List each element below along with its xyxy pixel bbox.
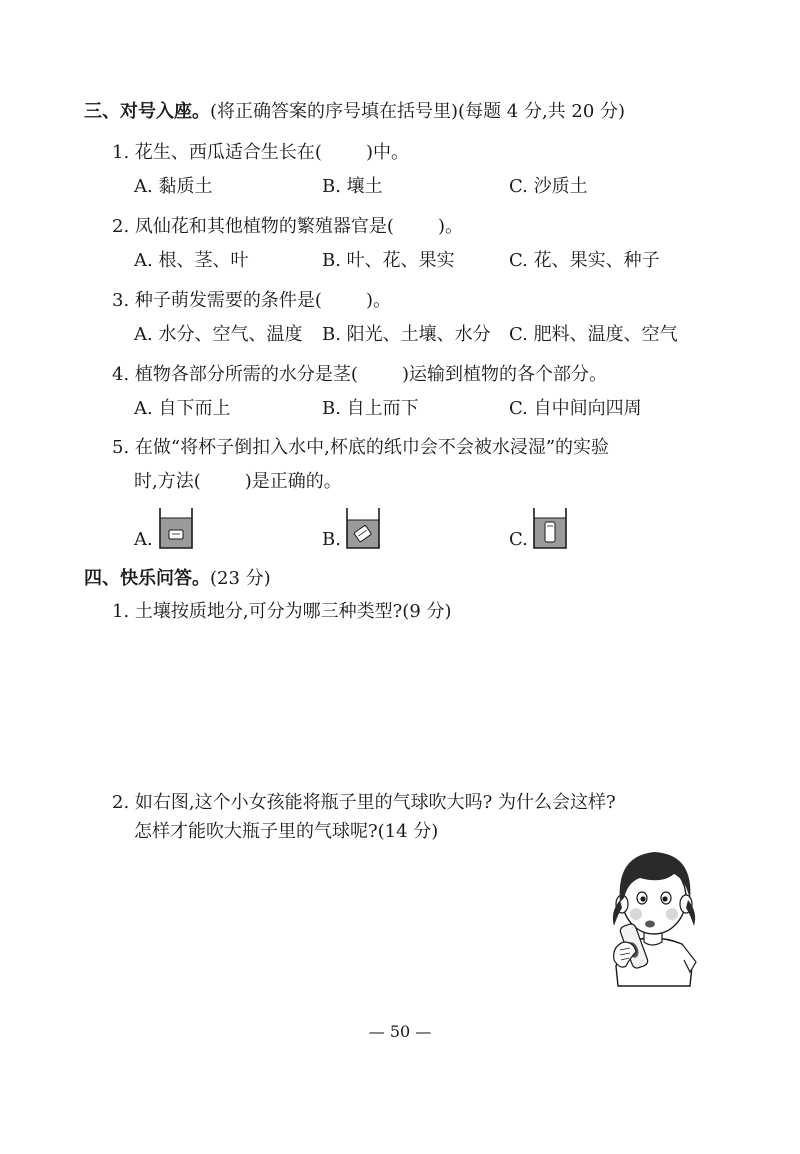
- question-4-stem-end: )运输到植物的各个部分。: [401, 364, 607, 385]
- section-3-note: (将正确答案的序号填在括号里)(每题 4 分,共 20 分): [210, 101, 626, 122]
- q4-option-a: A. 自下而上: [134, 398, 231, 419]
- question-4: [112, 363, 607, 387]
- section-4-title: [84, 567, 271, 591]
- question-3: [112, 289, 391, 313]
- question-3-stem-end: )。: [365, 290, 391, 311]
- question-5-line2: [134, 470, 342, 494]
- essay-question-2-line2: 怎样才能吹大瓶子里的气球呢?(14 分): [134, 821, 439, 842]
- question-1-number: 1.: [112, 142, 130, 163]
- q4-option-c: C. 自中间向四周: [509, 398, 642, 419]
- question-5-stem-line2: 时,方法(: [134, 471, 201, 492]
- essay-question-1: [112, 600, 452, 624]
- question-5-stem-end: )是正确的。: [244, 471, 342, 492]
- question-2: [112, 215, 463, 239]
- q1-option-c: C. 沙质土: [509, 176, 588, 197]
- q3-option-a: A. 水分、空气、温度: [134, 324, 303, 345]
- beaker-c-image: [532, 506, 568, 550]
- q3-option-c: C. 肥料、温度、空气: [509, 324, 678, 345]
- essay-question-2-line1: 如右图,这个小女孩能将瓶子里的气球吹大吗? 为什么会这样?: [134, 792, 616, 813]
- essay-question-2-number: 2.: [112, 792, 130, 813]
- q5-option-a: A.: [134, 529, 153, 550]
- q1-option-a: A. 黏质土: [134, 176, 213, 197]
- question-2-stem: 凤仙花和其他植物的繁殖器官是(: [134, 216, 394, 237]
- essay-question-2: [112, 791, 616, 815]
- q5-option-b: B.: [322, 529, 341, 550]
- question-4-number: 4.: [112, 364, 130, 385]
- section-3-title: [84, 100, 625, 124]
- question-5-number: 5.: [112, 437, 130, 458]
- page-number: — 50 —: [368, 1022, 432, 1041]
- question-1: [112, 141, 409, 165]
- question-3-stem: 种子萌发需要的条件是(: [134, 290, 322, 311]
- q5-option-c: C.: [509, 529, 528, 550]
- section-4-heading: 四、快乐问答。: [84, 568, 210, 589]
- beaker-a-image: [158, 506, 194, 550]
- q2-option-b: B. 叶、花、果实: [322, 250, 455, 271]
- question-5: [112, 436, 609, 460]
- question-1-stem-end: )中。: [365, 142, 409, 163]
- section-4-note: (23 分): [210, 568, 271, 589]
- essay-question-1-number: 1.: [112, 601, 130, 622]
- question-3-number: 3.: [112, 290, 130, 311]
- question-4-stem: 植物各部分所需的水分是茎(: [134, 364, 358, 385]
- q3-option-b: B. 阳光、土壤、水分: [322, 324, 491, 345]
- beaker-b-image: [345, 506, 381, 550]
- question-2-stem-end: )。: [437, 216, 463, 237]
- question-1-stem: 花生、西瓜适合生长在(: [134, 142, 322, 163]
- q1-option-b: B. 壤土: [322, 176, 383, 197]
- q2-option-a: A. 根、茎、叶: [134, 250, 249, 271]
- question-2-number: 2.: [112, 216, 130, 237]
- section-3-heading: 三、对号入座。: [84, 101, 210, 122]
- girl-blowing-balloon-image: [600, 842, 704, 988]
- question-5-stem-line1: 在做“将杯子倒扣入水中,杯底的纸巾会不会被水浸湿”的实验: [134, 437, 610, 458]
- q2-option-c: C. 花、果实、种子: [509, 250, 660, 271]
- q4-option-b: B. 自上而下: [322, 398, 419, 419]
- essay-question-1-text: 土壤按质地分,可分为哪三种类型?(9 分): [134, 601, 452, 622]
